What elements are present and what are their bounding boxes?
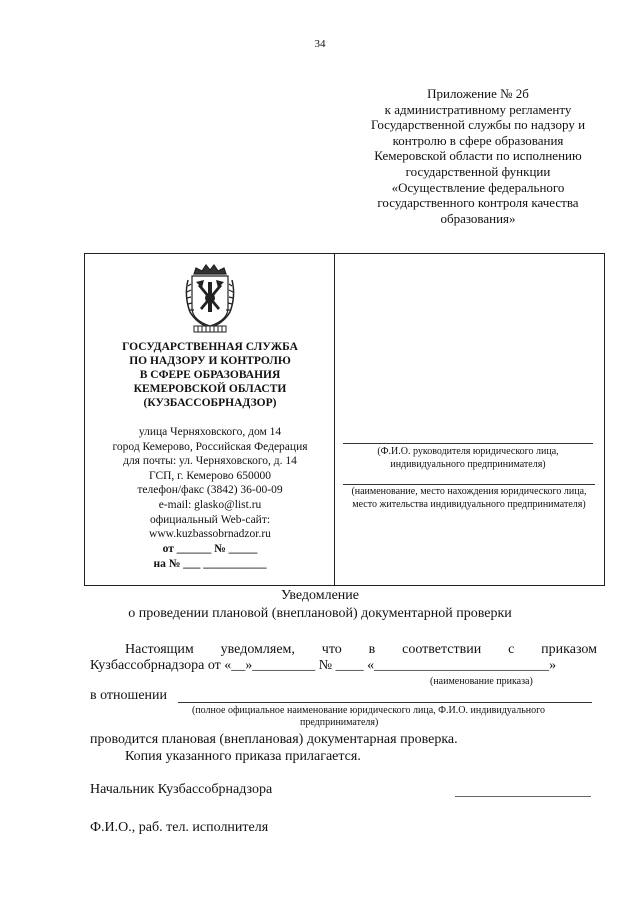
caption-line: место жительства индивидуального предпринимателя) xyxy=(352,498,586,510)
org-line: ГОСУДАРСТВЕННАЯ СЛУЖБА xyxy=(122,341,298,353)
word: что xyxy=(321,642,342,657)
entity-name-line xyxy=(178,702,592,703)
org-line: ПО НАДЗОРУ И КОНТРОЛЮ xyxy=(129,355,291,367)
recipient-address-line xyxy=(343,484,595,485)
appendix-line: государственного контроля качества xyxy=(377,195,579,211)
ref-line: от ______ № _____ xyxy=(162,543,258,555)
ref-line: на № ___ ___________ xyxy=(153,558,267,570)
notice-subtitle: о проведении плановой (внеплановой) документарной проверки xyxy=(128,606,512,621)
recipient-address-caption xyxy=(338,486,600,511)
word: в xyxy=(368,642,376,657)
organization-address xyxy=(88,425,332,542)
appendix-line: государственной функции xyxy=(405,163,551,179)
page-number: 34 xyxy=(314,38,326,50)
paragraph-line xyxy=(125,642,597,658)
appendix-line: Государственной службы по надзору и xyxy=(370,117,586,133)
word: Настоящим xyxy=(125,642,194,657)
appendix-line: контролю в сфере образования xyxy=(392,132,564,148)
executor-label: Ф.И.О., раб. тел. исполнителя xyxy=(90,820,269,835)
appendix-line: Кемеровской области по исполнению xyxy=(374,148,582,164)
appendix-line: «Осуществление федерального xyxy=(391,179,565,195)
letterhead-divider xyxy=(334,253,335,586)
paragraph-line: Копия указанного приказа прилагается. xyxy=(125,749,361,764)
organization-name xyxy=(90,340,330,410)
address-line: e-mail: glasko@list.ru xyxy=(158,498,262,511)
notice-title: Уведомление xyxy=(280,588,359,603)
address-line: ГСП, г. Кемерово 650000 xyxy=(148,469,272,482)
appendix-header xyxy=(330,86,626,226)
signatory-title: Начальник Кузбассобрнадзора xyxy=(90,782,273,797)
address-line: улица Черняховского, дом 14 xyxy=(138,426,282,438)
recipient-name-caption xyxy=(338,446,598,471)
in-relation-label: в отношении xyxy=(90,688,168,703)
signature-line xyxy=(455,796,591,797)
address-line: официальный Web-сайт: xyxy=(149,513,271,526)
entity-caption: (полное официальное наименование юридического лица, Ф.И.О. индивидуального xyxy=(192,705,545,716)
org-line: (КУЗБАССОБРНАДЗОР) xyxy=(143,397,277,409)
paragraph-line: проводится плановая (внеплановая) документарная проверка. xyxy=(90,732,458,747)
caption-line: индивидуального предпринимателя) xyxy=(390,458,546,470)
caption-line: (наименование, место нахождения юридического лица, xyxy=(351,486,587,497)
entity-caption: предпринимателя) xyxy=(300,717,379,728)
org-line: В СФЕРЕ ОБРАЗОВАНИЯ xyxy=(139,369,281,381)
address-line: для почты: ул. Черняховского, д. 14 xyxy=(123,455,297,468)
outgoing-reference xyxy=(120,542,300,572)
address-line: www.kuzbassobrnadzor.ru xyxy=(149,528,271,541)
appendix-line: Приложение № 2б xyxy=(427,86,529,101)
word: приказом xyxy=(541,642,597,657)
recipient-name-line xyxy=(343,443,593,444)
word: уведомляем, xyxy=(220,642,295,657)
appendix-line: образования» xyxy=(440,210,516,226)
caption-line: (Ф.И.О. руководителя юридического лица, xyxy=(377,446,559,457)
org-line: КЕМЕРОВСКОЙ ОБЛАСТИ xyxy=(133,383,287,395)
coat-of-arms-icon xyxy=(180,262,240,334)
word: с xyxy=(508,642,515,657)
appendix-line: к административному регламенту xyxy=(384,101,572,117)
address-line: телефон/факс (3842) 36-00-09 xyxy=(137,484,283,497)
order-name-caption: (наименование приказа) xyxy=(430,676,533,687)
order-reference-line: Кузбассобрнадзора от «__»_________ № ____ «_________________________» xyxy=(90,658,557,673)
word: соответствии xyxy=(402,642,482,657)
address-line: город Кемерово, Российская Федерация xyxy=(112,440,308,453)
